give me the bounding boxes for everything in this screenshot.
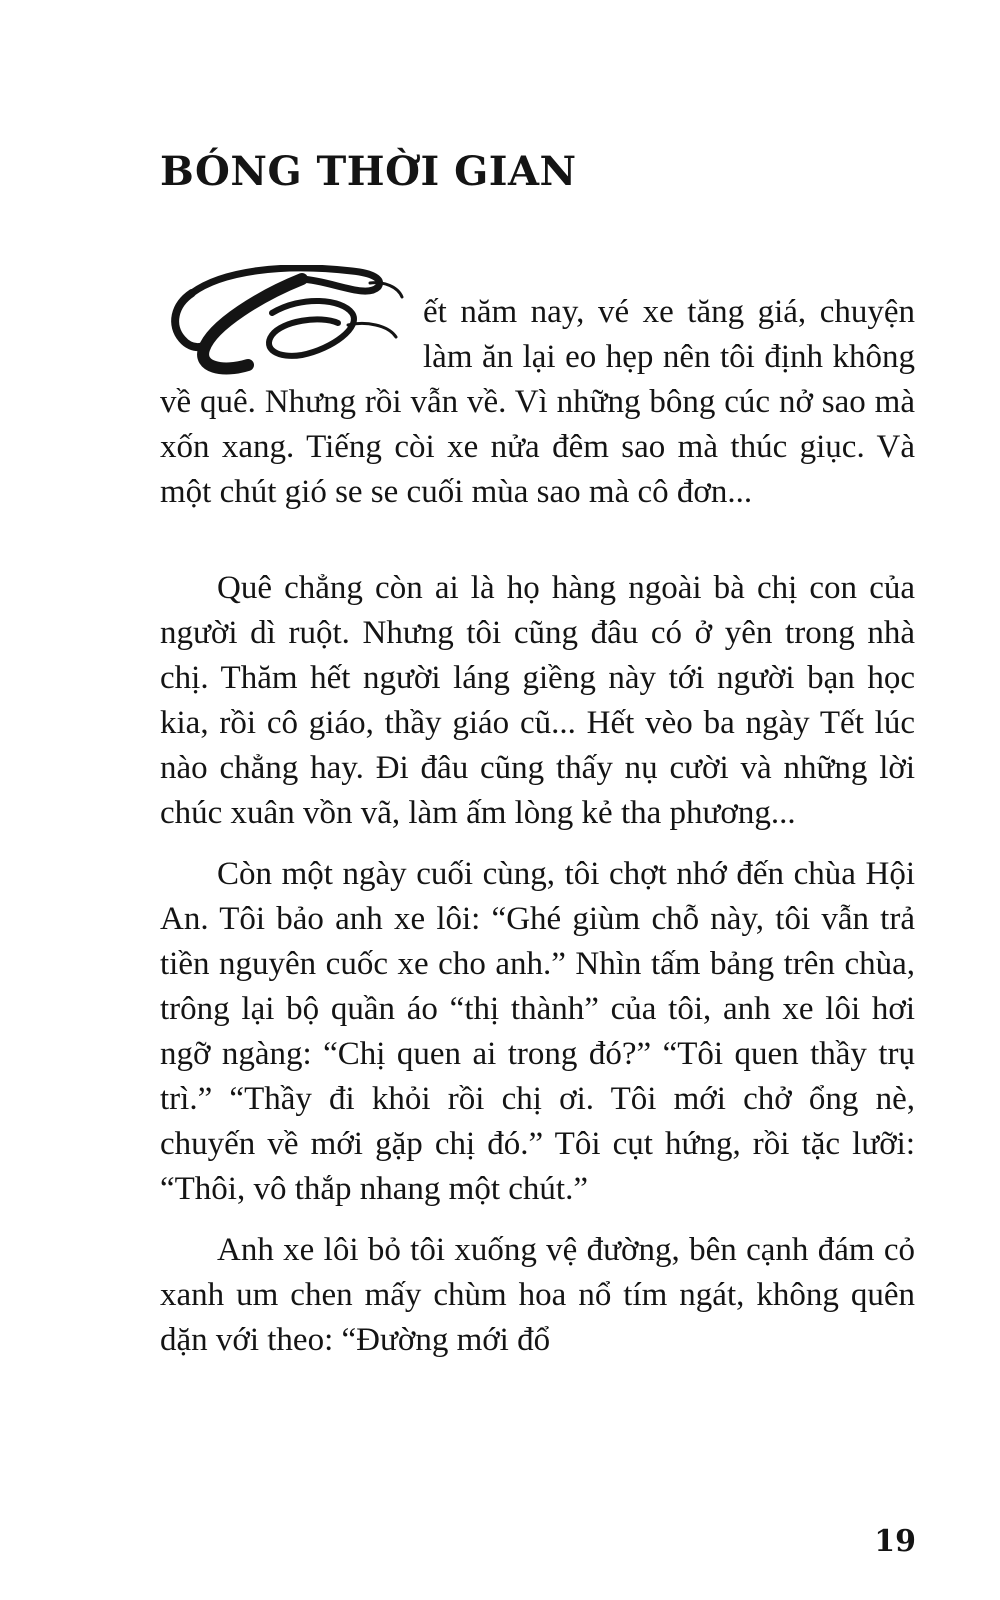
paragraph-1 <box>160 290 915 550</box>
paragraph-1-text: ết năm nay, vé xe tăng giá, chuyện làm ăn lại eo hẹp nên tôi định không về quê. Nhưng rồi vẫn về. Vì những bông cúc nở sao mà xốn xang. Tiếng còi xe nửa đêm sao mà thúc giục. Và một chút gió se se cuối mùa sao mà cô đơn... <box>160 294 915 510</box>
decorative-dropcap-t-icon <box>152 265 417 375</box>
chapter-title: BÓNG THỜI GIAN <box>160 148 577 195</box>
page-number: 19 <box>874 1524 916 1559</box>
body-text <box>160 290 915 1363</box>
paragraph-3: Còn một ngày cuối cùng, tôi chợt nhớ đến chùa Hội An. Tôi bảo anh xe lôi: “Ghé giùm chỗ này, tôi vẫn trả tiền nguyên cuốc xe cho anh.” Nhìn tấm bảng trên chùa, trông lại bộ quần áo “thị thành” của tôi, anh xe lôi hơi ngỡ ngàng: “Chị quen ai trong đó?” “Tôi quen thầy trụ trì.” “Thầy đi khỏi rồi chị ơi. Tôi mới chở ổng nè, chuyến về mới gặp chị đó.” Tôi cụt hứng, rồi tặc lưỡi: “Thôi, vô thắp nhang một chút.” <box>160 856 915 1207</box>
paragraph-4: Anh xe lôi bỏ tôi xuống vệ đường, bên cạnh đám cỏ xanh um chen mấy chùm hoa nổ tím ngát, không quên dặn với theo: “Đường mới đổ <box>160 1232 915 1358</box>
paragraph-2: Quê chẳng còn ai là họ hàng ngoài bà chị con của người dì ruột. Nhưng tôi cũng đâu có ở yên trong nhà chị. Thăm hết người láng giềng này tới người bạn học kia, rồi cô giáo, thầy giáo cũ... Hết vèo ba ngày Tết lúc nào chẳng hay. Đi đâu cũng thấy nụ cười và những lời chúc xuân vồn vã, làm ấm lòng kẻ tha phương... <box>160 570 915 831</box>
